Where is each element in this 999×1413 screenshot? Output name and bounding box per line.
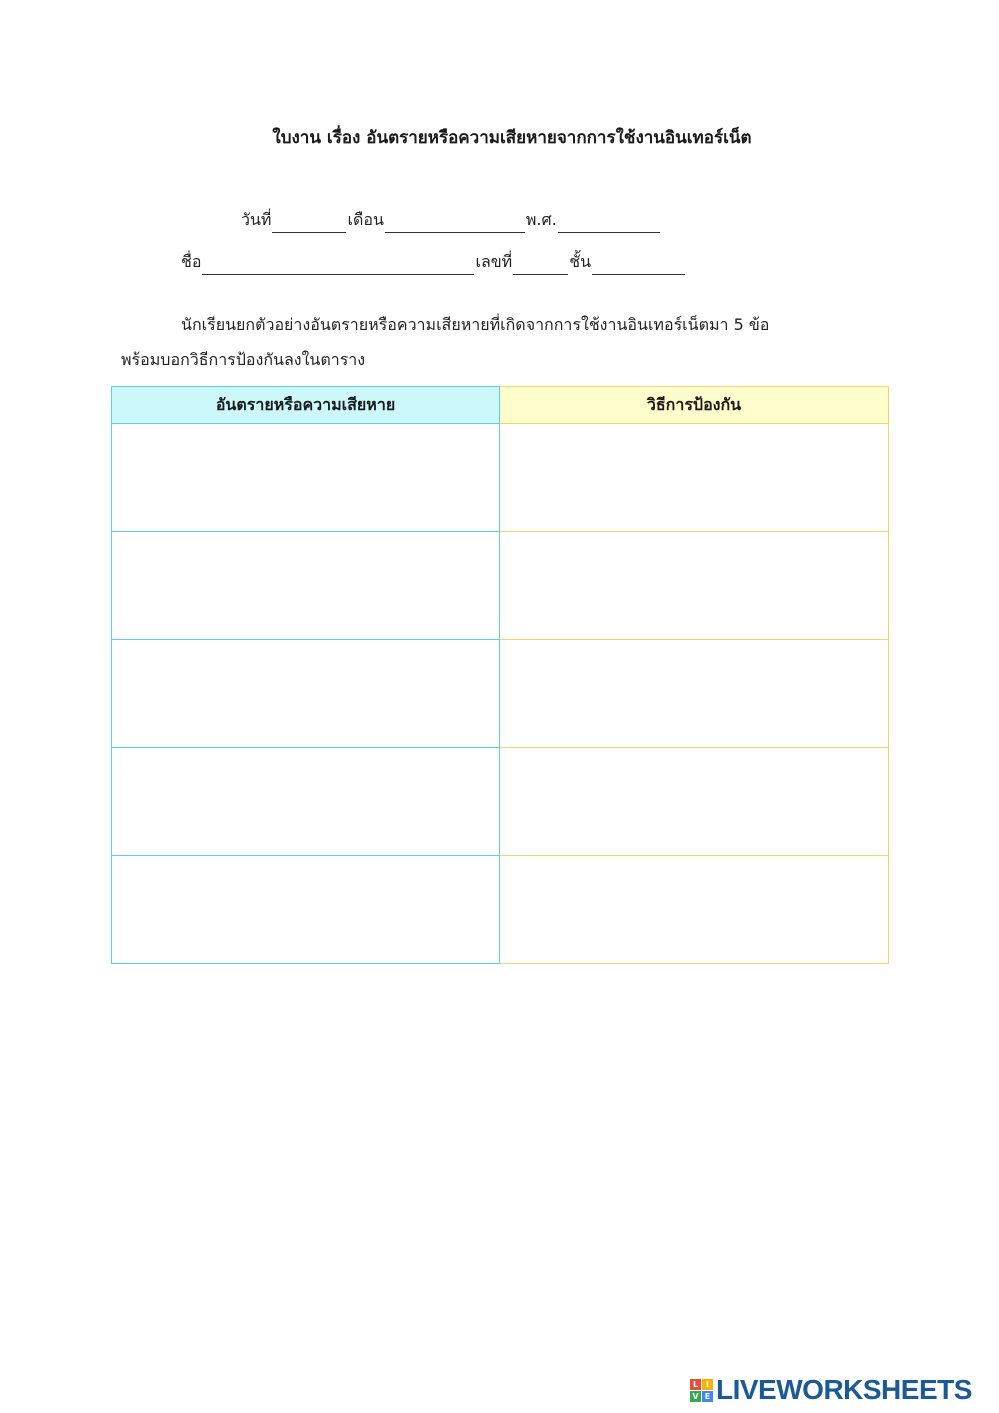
header-danger: อันตรายหรือความเสียหาย	[112, 387, 500, 424]
day-blank[interactable]	[272, 214, 346, 233]
day-label: วันที่	[241, 210, 272, 229]
name-label: ชื่อ	[181, 252, 202, 271]
prevention-cell[interactable]	[500, 424, 889, 532]
logo-block: I	[702, 1379, 713, 1390]
table-row	[112, 748, 889, 856]
logo-block: V	[690, 1391, 701, 1402]
danger-cell[interactable]	[112, 424, 500, 532]
logo-block: L	[690, 1379, 701, 1390]
liveworksheets-logo	[690, 1374, 972, 1406]
month-blank[interactable]	[385, 214, 525, 233]
logo-block: E	[702, 1391, 713, 1402]
year-label: พ.ศ.	[525, 210, 557, 229]
logo-blocks-icon	[690, 1379, 713, 1402]
name-blank[interactable]	[202, 256, 474, 275]
number-label: เลขที่	[475, 252, 513, 271]
table-row	[112, 640, 889, 748]
logo-text: LIVEWORKSHEETS	[716, 1374, 972, 1405]
answer-table	[111, 386, 889, 964]
class-label: ชั้น	[569, 252, 592, 271]
prevention-cell[interactable]	[500, 640, 889, 748]
year-blank[interactable]	[558, 214, 660, 233]
table-row	[112, 532, 889, 640]
number-blank[interactable]	[513, 256, 568, 275]
month-label: เดือน	[347, 210, 384, 229]
danger-cell[interactable]	[112, 856, 500, 964]
danger-cell[interactable]	[112, 532, 500, 640]
header-prevention: วิธีการป้องกัน	[500, 387, 889, 424]
class-blank[interactable]	[592, 256, 685, 275]
prevention-cell[interactable]	[500, 856, 889, 964]
name-line	[181, 250, 686, 275]
danger-cell[interactable]	[112, 748, 500, 856]
prevention-cell[interactable]	[500, 748, 889, 856]
worksheet-title: ใบงาน เรื่อง อันตรายหรือความเสียหายจากการใช้งานอินเทอร์เน็ต	[272, 128, 752, 148]
table-header-row	[112, 387, 889, 424]
table-row	[112, 424, 889, 532]
instruction-line-2: พร้อมบอกวิธีการป้องกันลงในตาราง	[121, 350, 366, 369]
table-row	[112, 856, 889, 964]
instruction-line-1: นักเรียนยกตัวอย่างอันตรายหรือความเสียหายที่เกิดจากการใช้งานอินเทอร์เน็ตมา 5 ข้อ	[181, 315, 770, 334]
prevention-cell[interactable]	[500, 532, 889, 640]
danger-cell[interactable]	[112, 640, 500, 748]
date-line	[241, 208, 661, 233]
